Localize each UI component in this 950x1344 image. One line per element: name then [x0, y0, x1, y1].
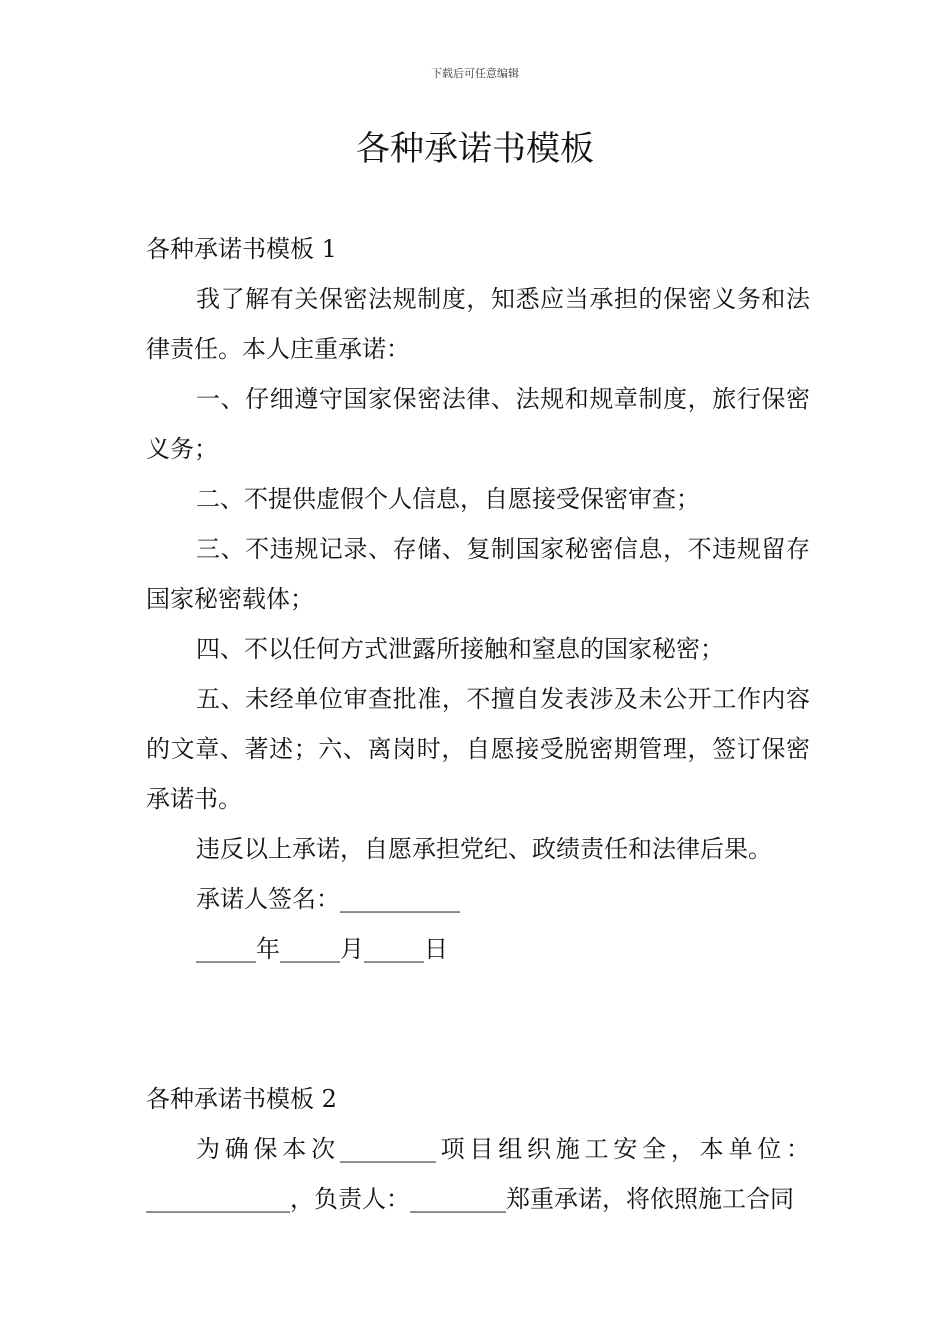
paragraph-section-2-intro: 为确保本次________项目组织施工安全，本单位：____________，负责人：________郑重承诺，将依照施工合同	[146, 1135, 810, 1213]
paragraph-item-5: 五、未经单位审查批准，不擅自发表涉及未公开工作内容的文章、著述；六、离岗时，自愿接受脱密期管理，签订保密承诺书。	[146, 685, 810, 813]
document-body	[146, 224, 810, 1224]
section-heading-2: 各种承诺书模板 2	[146, 1085, 337, 1113]
date-line: _____年_____月_____日	[196, 935, 448, 963]
paragraph-item-3: 三、不违规记录、存储、复制国家秘密信息，不违规留存国家秘密载体；	[146, 535, 810, 613]
document-title: 各种承诺书模板	[356, 129, 594, 169]
paragraph-item-2: 二、不提供虚假个人信息，自愿接受保密审查；	[196, 485, 700, 513]
paragraph-violation: 违反以上承诺，自愿承担党纪、政绩责任和法律后果。	[196, 835, 772, 863]
paragraph-intro: 我了解有关保密法规制度，知悉应当承担的保密义务和法律责任。本人庄重承诺：	[146, 285, 810, 363]
paragraph-item-1: 一、仔细遵守国家保密法律、法规和规章制度，旅行保密义务；	[146, 385, 810, 463]
signature-line: 承诺人签名：__________	[196, 885, 460, 913]
section-heading-1: 各种承诺书模板 1	[146, 235, 337, 263]
paragraph-item-4: 四、不以任何方式泄露所接触和窒息的国家秘密；	[196, 635, 724, 663]
section-spacer	[146, 974, 810, 1074]
header-note: 下载后可任意编辑	[431, 67, 519, 80]
